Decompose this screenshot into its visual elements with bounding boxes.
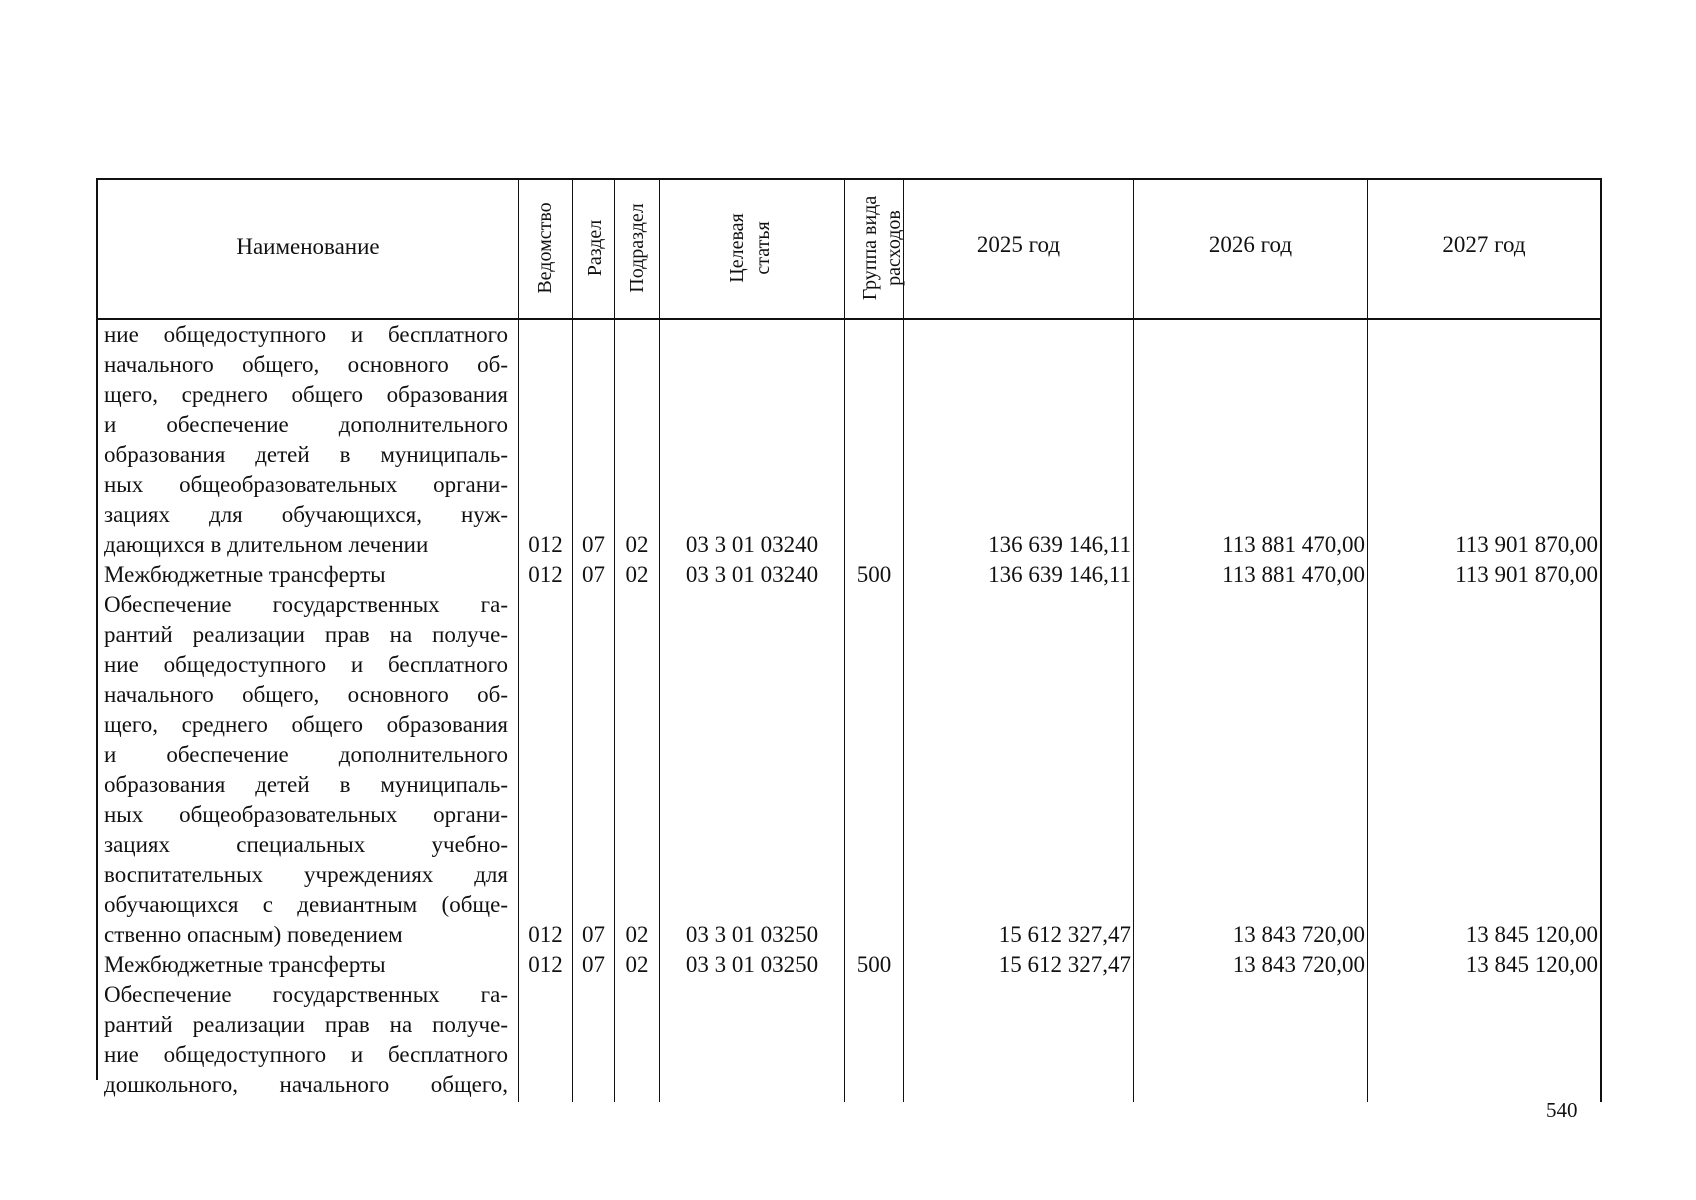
cell-2027: 13 845 120,00 [1465, 922, 1598, 947]
name-line: Обеспечение государственных га- [104, 592, 508, 617]
page-number: 540 [1546, 1098, 1578, 1122]
cell-2026: 113 881 470,00 [1222, 562, 1365, 587]
header-podrazdel: Подраздел [626, 203, 648, 293]
cell-celevaya: 03 3 01 03240 [685, 562, 819, 587]
name-line: начального общего, основного об- [104, 682, 508, 707]
name-line: ние общедоступного и бесплатного [104, 1042, 508, 1067]
name-line: ных общеобразовательных органи- [104, 802, 508, 827]
header-gruppa-line2: расходов [883, 210, 905, 286]
name-line: образования детей в муниципаль- [104, 442, 508, 467]
name-line: воспитательных учреждениях для [104, 862, 508, 887]
cell-2026: 113 881 470,00 [1222, 532, 1365, 557]
name-line: ственно опасным) поведением [104, 922, 403, 947]
header-celevaya-line2: статья [752, 221, 774, 275]
name-cell [104, 590, 508, 950]
cell-vedomstvo: 012 [528, 952, 563, 977]
name-line: щего, среднего общего образования [104, 712, 508, 737]
name-cell [104, 320, 508, 560]
name-line: ние общедоступного и бесплатного [104, 322, 508, 347]
name-line: Межбюджетные трансферты [104, 952, 386, 977]
name-line: ние общедоступного и бесплатного [104, 652, 508, 677]
cell-2027: 113 901 870,00 [1455, 532, 1598, 557]
header-2027: 2027 год [1442, 232, 1526, 257]
cell-podrazdel: 02 [625, 532, 649, 557]
name-line: Обеспечение государственных га- [104, 982, 508, 1007]
name-line: рантий реализации прав на получе- [104, 1012, 508, 1037]
header-celevaya-line1: Целевая [726, 213, 748, 283]
header-gruppa-line1: Группа вида [859, 195, 881, 301]
cell-2025: 15 612 327,47 [998, 922, 1131, 947]
name-line: щего, среднего общего образования [104, 382, 508, 407]
name-line: рантий реализации прав на получе- [104, 622, 508, 647]
name-line: ных общеобразовательных органи- [104, 472, 508, 497]
name-cell [104, 560, 508, 590]
cell-razdel: 07 [582, 532, 605, 557]
cell-2025: 15 612 327,47 [998, 952, 1131, 977]
cell-podrazdel: 02 [625, 952, 649, 977]
name-line: образования детей в муниципаль- [104, 772, 508, 797]
cell-2026: 13 843 720,00 [1232, 922, 1365, 947]
name-line: и обеспечение дополнительного [104, 742, 508, 767]
name-line: Межбюджетные трансферты [104, 562, 386, 587]
cell-celevaya: 03 3 01 03250 [685, 922, 819, 947]
name-line: дошкольного, начального общего, [104, 1072, 508, 1097]
cell-2027: 113 901 870,00 [1455, 562, 1598, 587]
cell-vedomstvo: 012 [528, 532, 563, 557]
cell-vedomstvo: 012 [528, 922, 563, 947]
name-line: зациях специальных учебно- [104, 832, 508, 857]
header-2025: 2025 год [976, 232, 1061, 257]
cell-razdel: 07 [582, 922, 605, 947]
name-line: зациях для обучающихся, нуж- [104, 502, 508, 527]
cell-podrazdel: 02 [625, 562, 649, 587]
cell-2027: 13 845 120,00 [1465, 952, 1598, 977]
cell-2025: 136 639 146,11 [988, 562, 1131, 587]
header-2026: 2026 год [1208, 232, 1293, 257]
cell-celevaya: 03 3 01 03240 [685, 532, 819, 557]
cell-vedomstvo: 012 [528, 562, 563, 587]
cell-podrazdel: 02 [625, 922, 649, 947]
cell-gruppa: 500 [856, 952, 892, 977]
header-razdel: Раздел [584, 219, 606, 277]
cell-razdel: 07 [582, 562, 605, 587]
name-line: дающихся в длительном лечении [104, 532, 429, 557]
cell-2026: 13 843 720,00 [1232, 952, 1365, 977]
cell-celevaya: 03 3 01 03250 [685, 952, 819, 977]
cell-razdel: 07 [582, 952, 605, 977]
header-vedomstvo: Ведомство [534, 202, 556, 294]
name-cell [104, 980, 508, 1100]
name-line: начального общего, основного об- [104, 352, 508, 377]
name-line: и обеспечение дополнительного [104, 412, 508, 437]
header-name: Наименование [236, 234, 380, 259]
cell-gruppa: 500 [856, 562, 892, 587]
name-line: обучающихся с девиантным (обще- [104, 892, 508, 917]
cell-2025: 136 639 146,11 [988, 532, 1131, 557]
name-cell [104, 950, 508, 980]
